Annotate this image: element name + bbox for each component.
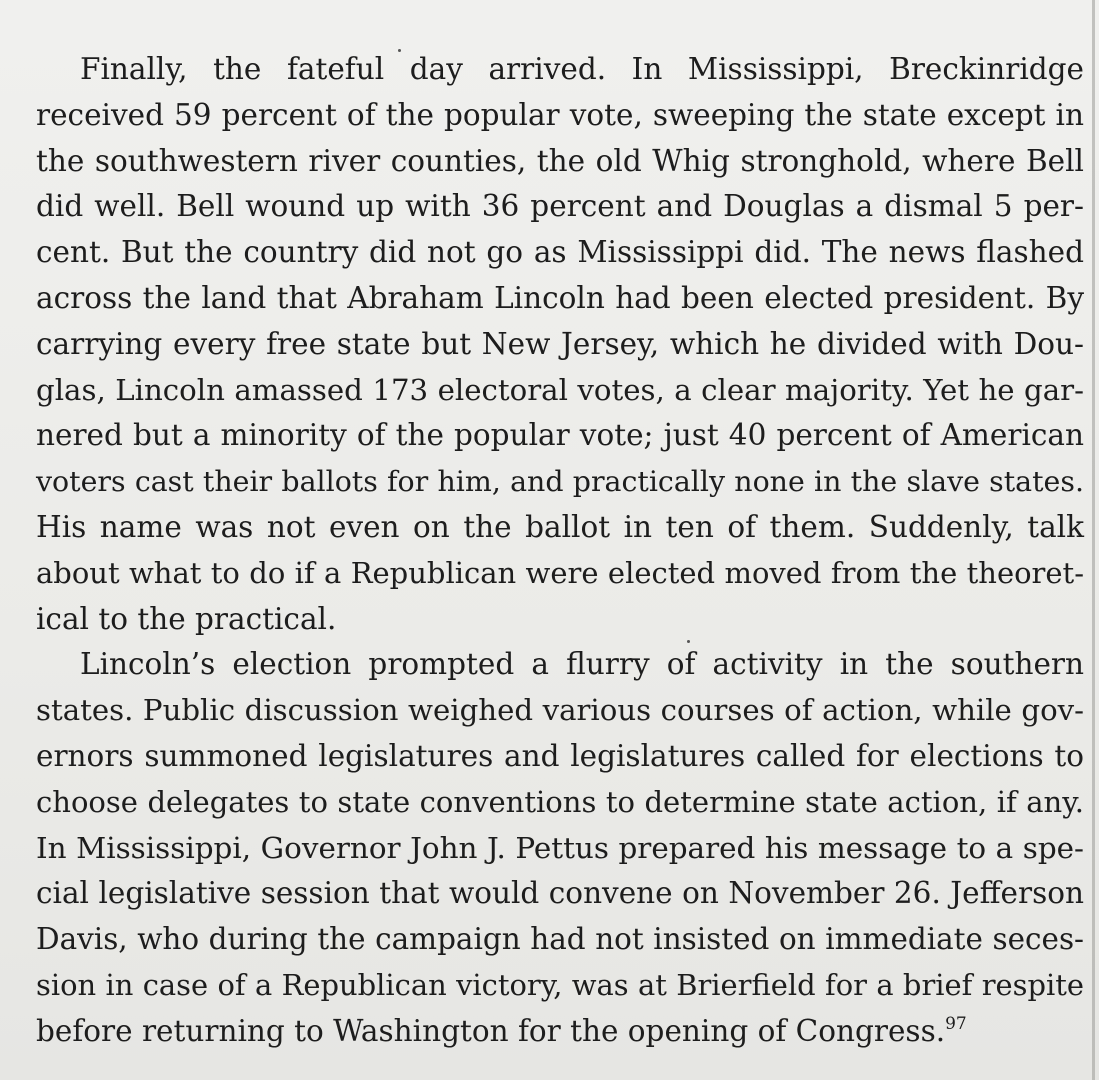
text-line: ernors summoned legislatures and legislatures called for elections to — [36, 738, 1084, 773]
body-text — [36, 47, 1084, 1055]
text-line: nered but a minority of the popular vote; just 40 percent of American — [36, 418, 1084, 453]
text-line: did well. Bell wound up with 36 percent and Douglas a dismal 5 per- — [36, 189, 1084, 224]
text-line: sion in case of a Republican victory, was at Brierfield for a brief respite — [36, 967, 1084, 1002]
text-line: cial legislative session that would convene on November 26. Jefferson — [36, 876, 1084, 911]
text-line: ical to the practical. — [36, 601, 337, 636]
text-line: received 59 percent of the popular vote, sweeping the state except in — [36, 97, 1084, 132]
page-edge-shadow — [1092, 0, 1095, 1080]
paragraph-2 — [36, 642, 1084, 1054]
text-line: Lincoln’s election prompted a flurry of activity in the southern — [80, 647, 1084, 682]
text-line: His name was not even on the ballot in ten of them. Suddenly, talk — [36, 509, 1084, 544]
text-line: Finally, the fateful day arrived. In Mississippi, Breckinridge — [80, 52, 1084, 86]
text-line: glas, Lincoln amassed 173 electoral votes, a clear majority. Yet he gar- — [36, 372, 1084, 407]
text-line-with-footnote — [36, 1009, 1084, 1055]
text-line: states. Public discussion weighed various courses of action, while gov- — [36, 693, 1084, 728]
text-line: Davis, who during the campaign had not insisted on immediate seces- — [36, 922, 1084, 957]
text-line: In Mississippi, Governor John J. Pettus prepared his message to a spe- — [36, 830, 1084, 865]
footnote-marker: 97 — [945, 1013, 967, 1034]
text-line: across the land that Abraham Lincoln had been elected president. By — [36, 280, 1084, 315]
text-line: before returning to Washington for the opening of Congress. — [36, 1013, 946, 1048]
paragraph-1 — [36, 47, 1084, 642]
text-line: cent. But the country did not go as Mississippi did. The news flashed — [36, 235, 1084, 270]
text-line: voters cast their ballots for him, and practically none in the slave states. — [36, 465, 1084, 499]
text-line: carrying every free state but New Jersey, which he divided with Dou- — [36, 326, 1084, 361]
text-line: about what to do if a Republican were elected moved from the theoret- — [36, 555, 1084, 590]
text-line: choose delegates to state conventions to determine state action, if any. — [36, 784, 1084, 819]
text-line: the southwestern river counties, the old Whig stronghold, where Bell — [36, 143, 1084, 178]
